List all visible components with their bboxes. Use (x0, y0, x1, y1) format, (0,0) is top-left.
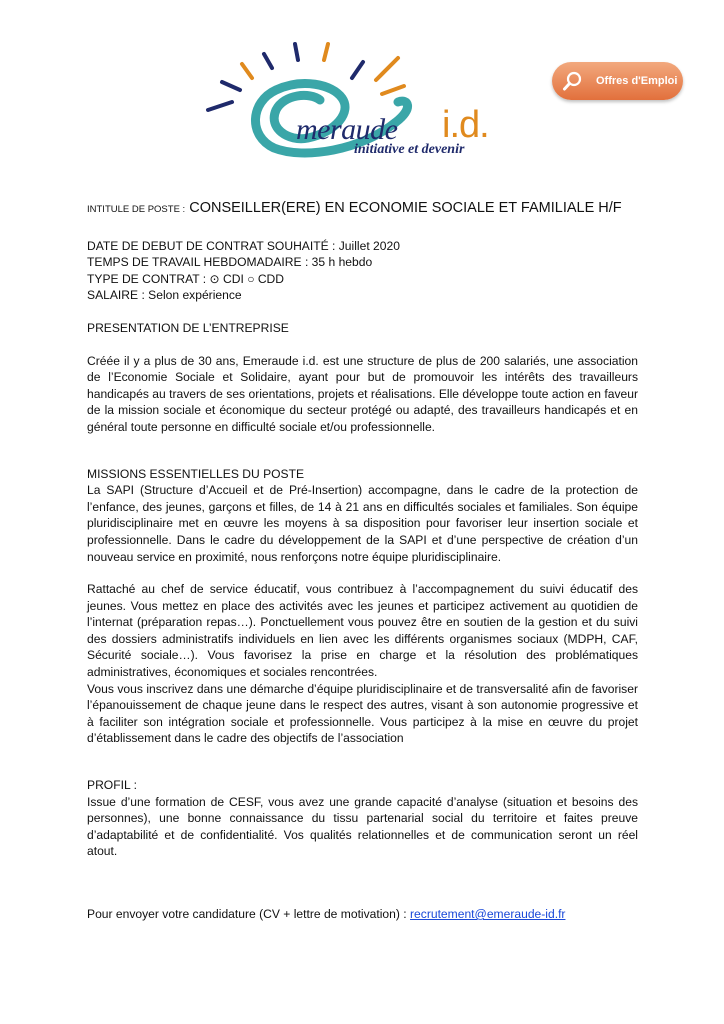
contract-type-label: TYPE DE CONTRAT : (87, 271, 207, 286)
recruitment-email-link[interactable]: recrutement@emeraude-id.fr (410, 907, 566, 921)
missions-paragraph-2: Rattaché au chef de service éducatif, vous contribuez à l’accompagnement du suivi éducatif des jeunes. Vous mettez en place des activités avec les jeunes et participez activement au quotidien de l’internat (préparation repas…). Ponctuellement vous pouvez être en soutien de la gestion et du suivi des dossiers administratifs individuels en lien avec les différents organismes sociaux (MDPH, CAF, Sécurité sociale…). Vous favorisez la prise en charge et la résolution des problématiques administratives, économiques et sociales rencontrées. (87, 582, 638, 680)
search-icon (562, 70, 590, 92)
radio-unchecked-icon: ○ (247, 271, 255, 286)
contract-type (87, 271, 638, 288)
job-offers-label: Offres d'Emploi (596, 75, 678, 87)
missions-paragraph-1: La SAPI (Structure d’Accueil et de Pré-Insertion) accompagne, dans le cadre de la protection de l’enfance, des jeunes, garçons et filles, de 14 à 21 ans en difficultés sociales et familiales. Son équipe pluridisciplinaire met en œuvre les moyens à sa disposition pour favoriser leur insertion sociale et professionnelle. Dans le cadre du développement de la SAPI et d’une perspective de création d’un nouveau service en proximité, nous renforçons notre équipe pluridisciplinaire. (87, 483, 638, 564)
job-title-prefix: INTITULE DE POSTE : (87, 204, 186, 215)
contract-start: DATE DE DEBUT DE CONTRAT SOUHAITÉ : Juillet 2020 (87, 238, 400, 253)
logo-id-mark: i.d. (442, 104, 489, 146)
job-offers-button[interactable] (552, 62, 683, 100)
contract-type-cdi: CDI (222, 271, 244, 286)
contract-hours: TEMPS DE TRAVAIL HEBDOMADAIRE : 35 h hebdo (87, 255, 373, 270)
logo-tagline: initiative et devenir (354, 142, 465, 157)
job-title (87, 200, 638, 219)
missions-heading: MISSIONS ESSENTIELLES DU POSTE (87, 466, 305, 481)
missions-paragraph-3: Vous vous inscrivez dans une démarche d’équipe pluridisciplinaire et de transversalité afin de favoriser l’épanouissement de chaque jeune dans le respect des autres, visant à son autonomie progressive et à faciliter son intégration sociale et professionnelle. Vous participez à la mise en œuvre du projet d’établissement dans le cadre des objectifs de l’association (87, 681, 638, 746)
company-logo (192, 38, 522, 162)
presentation-text: Créée il y a plus de 30 ans, Emeraude i.d. est une structure de plus de 200 salariés, une association de l’Economie Sociale et Solidaire, ayant pour but de promouvoir les intérêts des travailleurs handicapés au travers de ses orientations, projets et réalisations. Elle développe toute action en faveur de la mission sociale et économique du secteur protégé ou adapté, des travailleurs handicapés et en général toute personne en difficulté sociale et/ou professionnelle. (87, 353, 638, 434)
radio-checked-icon: ⊙ (209, 271, 220, 286)
profil-text: Issue d’une formation de CESF, vous avez une grande capacité d’analyse (situation et besoins des personnes), une bonne connaissance du tissu partenarial social du territoire et faites preuve d’adaptabilité et de confidentialité. Vos qualités relationnelles et de communication seront un réel atout. (87, 794, 638, 859)
presentation-heading: PRESENTATION DE L’ENTREPRISE (87, 320, 289, 335)
contract-type-cdd: CDD (257, 271, 285, 286)
profil-heading: PROFIL : (87, 778, 137, 793)
apply-line (87, 906, 638, 923)
contract-salary: SALAIRE : Selon expérience (87, 288, 242, 303)
job-title-text: CONSEILLER(ERE) EN ECONOMIE SOCIALE ET FAMILIALE H/F (189, 200, 622, 216)
apply-text: Pour envoyer votre candidature (CV + lettre de motivation) : (87, 907, 407, 921)
logo-wordmark: meraude (296, 113, 398, 146)
job-posting (87, 200, 638, 923)
